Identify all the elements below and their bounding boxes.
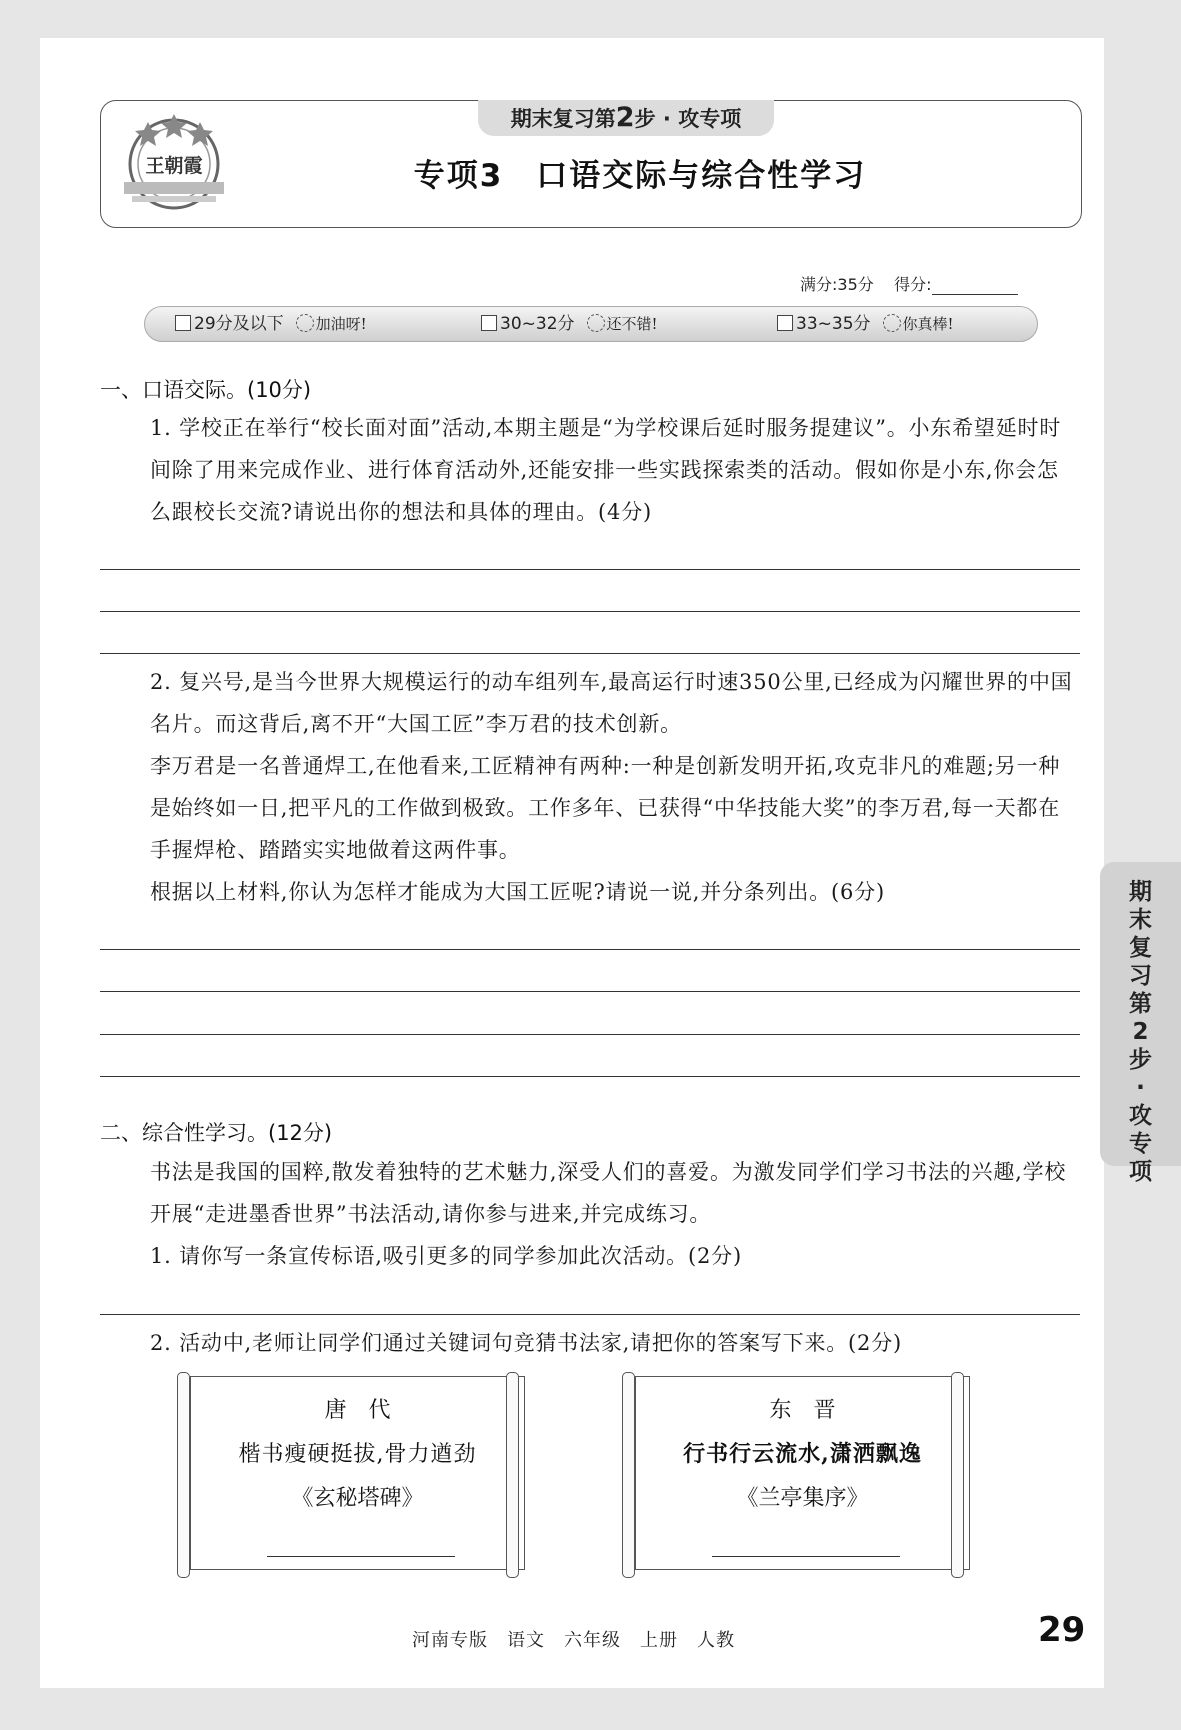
answer-line[interactable] [100,1034,1080,1035]
section-1-q2 [100,661,1080,913]
scroll-dynasty: 唐 代 [324,1398,391,1423]
side-tab-label: 期末复习第2步·攻专项 [1129,879,1152,1185]
score-box [800,272,1018,295]
section-2-body [100,1151,1080,1277]
self-rating-bar [144,306,1038,342]
scroll-rod [177,1372,190,1578]
q2-para-1: 2. 复兴号,是当今世界大规模运行的动车组列车,最高运行时速350公里,已经成为闪耀世界的中国名片。而这背后,离不开“大国工匠”李万君的技术创新。 [150,670,1073,736]
section-1-q1 [100,407,1080,533]
checkbox[interactable] [481,315,497,331]
q1-text: 1. 学校正在举行“校长面对面”活动,本期主题是“为学校课后延时服务提建议”。小东希望延时时间除了用来完成作业、进行体育活动外,还能安排一些实践探索类的活动。假如你是小东,你会怎么跟校长交流?请说出你的想法和具体的理由。(4分) [150,416,1062,524]
tag-suffix: 步 · 攻专项 [634,107,742,131]
page-number: 29 [1038,1610,1086,1650]
smiley-icon [883,314,901,332]
smiley-icon [296,314,314,332]
answer-line[interactable] [100,949,1080,950]
section-1-heading: 一、口语交际。(10分) [100,378,312,402]
scroll-card-jin [635,1376,970,1570]
scroll-rod [506,1372,519,1578]
rating-range: 30~32分 [500,314,575,334]
answer-blank[interactable] [712,1556,900,1557]
scroll-description: 行书行云流水,潇洒飘逸 [683,1441,922,1467]
full-score: 满分:35分 [800,275,874,294]
scroll-rod [622,1372,635,1578]
answer-line[interactable] [100,569,1080,570]
page-title: 专项3 口语交际与综合性学习 [413,158,867,194]
step-tag [478,100,774,136]
q2-para-3: 根据以上材料,你认为怎样才能成为大国工匠呢?请说一说,并分条列出。(6分) [150,880,885,904]
footer-text: 河南专版 语文 六年级 上册 人教 [412,1630,735,1651]
answer-blank[interactable] [267,1556,455,1557]
rating-range: 33~35分 [796,314,871,334]
checkbox[interactable] [175,315,191,331]
scroll-dynasty: 东 晋 [769,1398,836,1423]
tag-step: 2 [615,102,635,133]
scroll-card-tang [190,1376,525,1570]
got-score-label: 得分: [894,275,932,294]
rating-option-3[interactable] [777,313,954,335]
rating-option-2[interactable] [481,313,658,335]
rating-option-1[interactable] [175,313,367,335]
smiley-icon [587,314,605,332]
section-2-intro: 书法是我国的国粹,散发着独特的艺术魅力,深受人们的喜爱。为激发同学们学习书法的兴趣,学校开展“走进墨香世界”书法活动,请你参与进来,并完成练习。 [150,1160,1067,1226]
rating-range: 29分及以下 [194,314,284,334]
scroll-work: 《兰亭集序》 [736,1486,869,1511]
q2-para-2: 李万君是一名普通焊工,在他看来,工匠精神有两种:一种是创新发明开拓,攻克非凡的难题;另一种是始终如一日,把平凡的工作做到极致。工作多年、已获得“中华技能大奖”的李万君,每一天都在手握焊枪、踏踏实实地做着这两件事。 [150,754,1061,862]
answer-line[interactable] [100,653,1080,654]
section-2-q2 [100,1322,1080,1364]
answer-line[interactable] [100,1076,1080,1077]
section-2-q1: 1. 请你写一条宣传标语,吸引更多的同学参加此次活动。(2分) [150,1244,742,1268]
svg-text:王朝霞: 王朝霞 [145,155,203,177]
scroll-description: 楷书瘦硬挺拔,骨力遒劲 [238,1442,477,1467]
section-2-heading: 二、综合性学习。(12分) [100,1121,333,1145]
tag-prefix: 期末复习第 [510,107,616,131]
rating-word: 还不错! [606,315,658,333]
answer-line[interactable] [100,1314,1080,1315]
scroll-rod [951,1372,964,1578]
q2-text: 2. 活动中,老师让同学们通过关键词句竞猜书法家,请把你的答案写下来。(2分) [150,1331,903,1355]
rating-word: 你真棒! [902,315,954,333]
scroll-work: 《玄秘塔碑》 [291,1486,424,1511]
side-tab[interactable] [1100,862,1181,1185]
answer-line[interactable] [100,991,1080,992]
checkbox[interactable] [777,315,793,331]
publisher-logo [118,108,230,220]
score-blank[interactable] [932,278,1018,295]
rating-word: 加油呀! [315,315,367,333]
answer-line[interactable] [100,611,1080,612]
